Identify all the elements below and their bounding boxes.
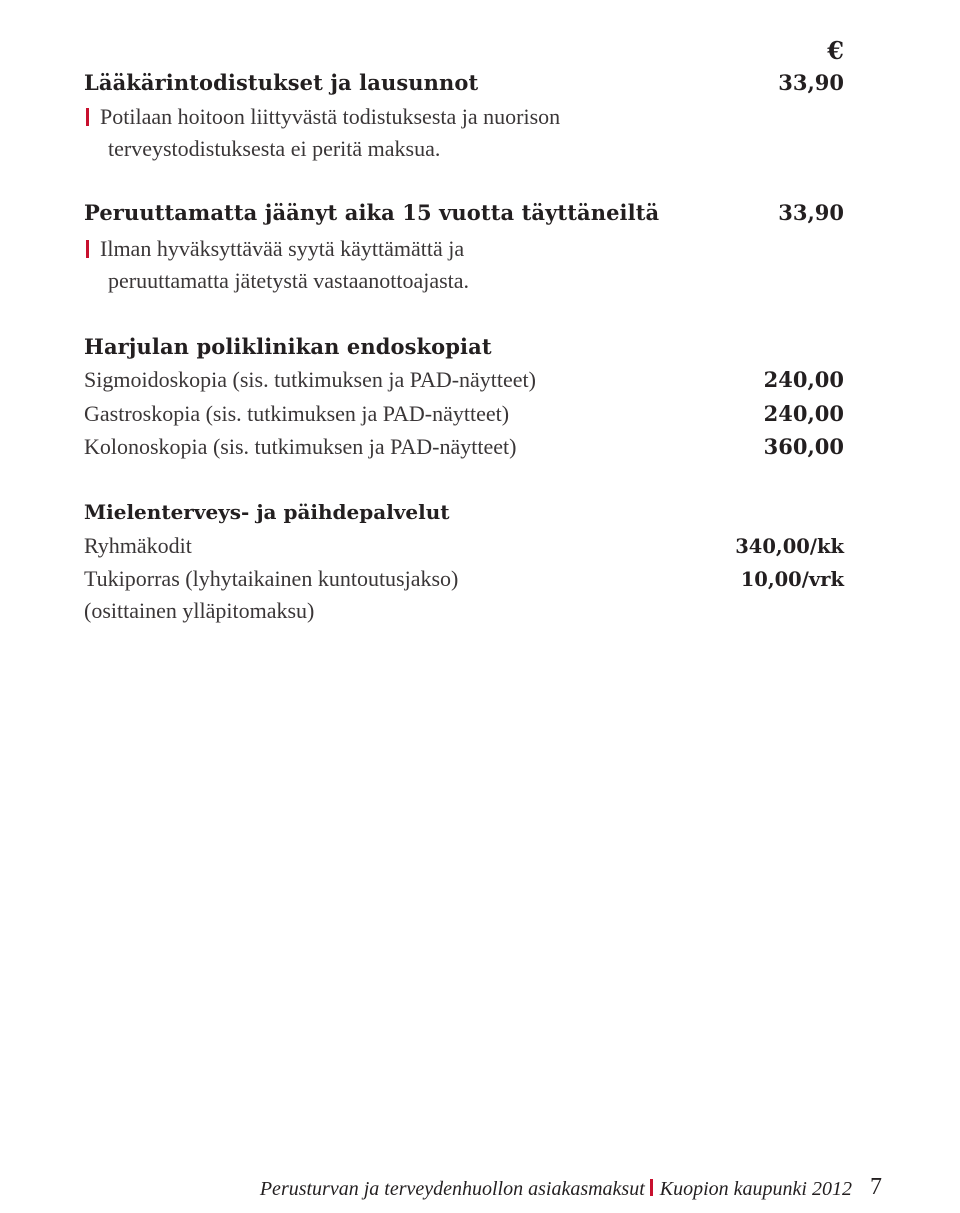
no-show-note-line2: peruuttamatta jätetystä vastaanottoajasta.: [108, 268, 470, 293]
certificates-title: Lääkärintodistukset ja lausunnot: [84, 70, 479, 95]
certificates-note-line2: terveystodistuksesta ei peritä maksua.: [108, 136, 441, 161]
mental-health-note: (osittainen ylläpitomaksu): [84, 598, 315, 623]
no-show-note-line1: Ilman hyväksyttävää syytä käyttämättä ja: [100, 236, 465, 261]
page-number: 7: [870, 1174, 882, 1200]
endoscopy-heading-row: [84, 334, 844, 359]
endoscopy-title: Harjulan poliklinikan endoskopiat: [84, 334, 492, 359]
footer-publisher-year: Kuopion kaupunki 2012: [659, 1178, 852, 1200]
endoscopy-item-label: Sigmoidoskopia (sis. tutkimuksen ja PAD-näytteet): [84, 367, 536, 392]
no-show-note: [84, 233, 784, 297]
mental-health-item-label: Tukiporras (lyhytaikainen kuntoutusjakso): [84, 566, 459, 591]
mental-health-note-row: [84, 598, 844, 624]
mental-health-item-label: Ryhmäkodit: [84, 533, 192, 558]
note-marker: [86, 108, 89, 126]
price-list-page: [84, 0, 844, 1213]
no-show-row: [84, 200, 844, 225]
table-row: [84, 434, 844, 460]
footer-separator: [650, 1179, 653, 1196]
footer-publication: Perusturvan ja terveydenhuollon asiakasmaksut: [259, 1178, 645, 1200]
certificates-price: 33,90: [778, 70, 844, 95]
table-row: [84, 533, 844, 559]
endoscopy-item-label: Kolonoskopia (sis. tutkimuksen ja PAD-näytteet): [84, 434, 517, 459]
table-row: [84, 566, 844, 592]
endoscopy-item-label: Gastroskopia (sis. tutkimuksen ja PAD-näytteet): [84, 401, 510, 426]
no-show-price: 33,90: [778, 200, 844, 225]
endoscopy-item-price: 240,00: [763, 401, 844, 426]
mental-health-title: Mielenterveys- ja päihdepalvelut: [84, 500, 450, 524]
table-row: [84, 401, 844, 427]
endoscopy-item-price: 360,00: [763, 434, 844, 459]
certificates-note: [84, 101, 784, 165]
table-row: [84, 367, 844, 393]
endoscopy-item-price: 240,00: [763, 367, 844, 392]
certificates-row: [84, 70, 844, 95]
mental-health-item-price: 340,00/kk: [735, 535, 844, 558]
certificates-note-line1: Potilaan hoitoon liittyvästä todistuksesta ja nuorison: [100, 104, 561, 129]
mental-health-heading-row: [84, 500, 844, 524]
footer: [260, 1178, 852, 1201]
note-marker: [86, 240, 89, 258]
currency-header: €: [827, 36, 844, 65]
no-show-title: Peruuttamatta jäänyt aika 15 vuotta täyttäneiltä: [84, 200, 660, 225]
mental-health-item-price: 10,00/vrk: [740, 568, 844, 591]
